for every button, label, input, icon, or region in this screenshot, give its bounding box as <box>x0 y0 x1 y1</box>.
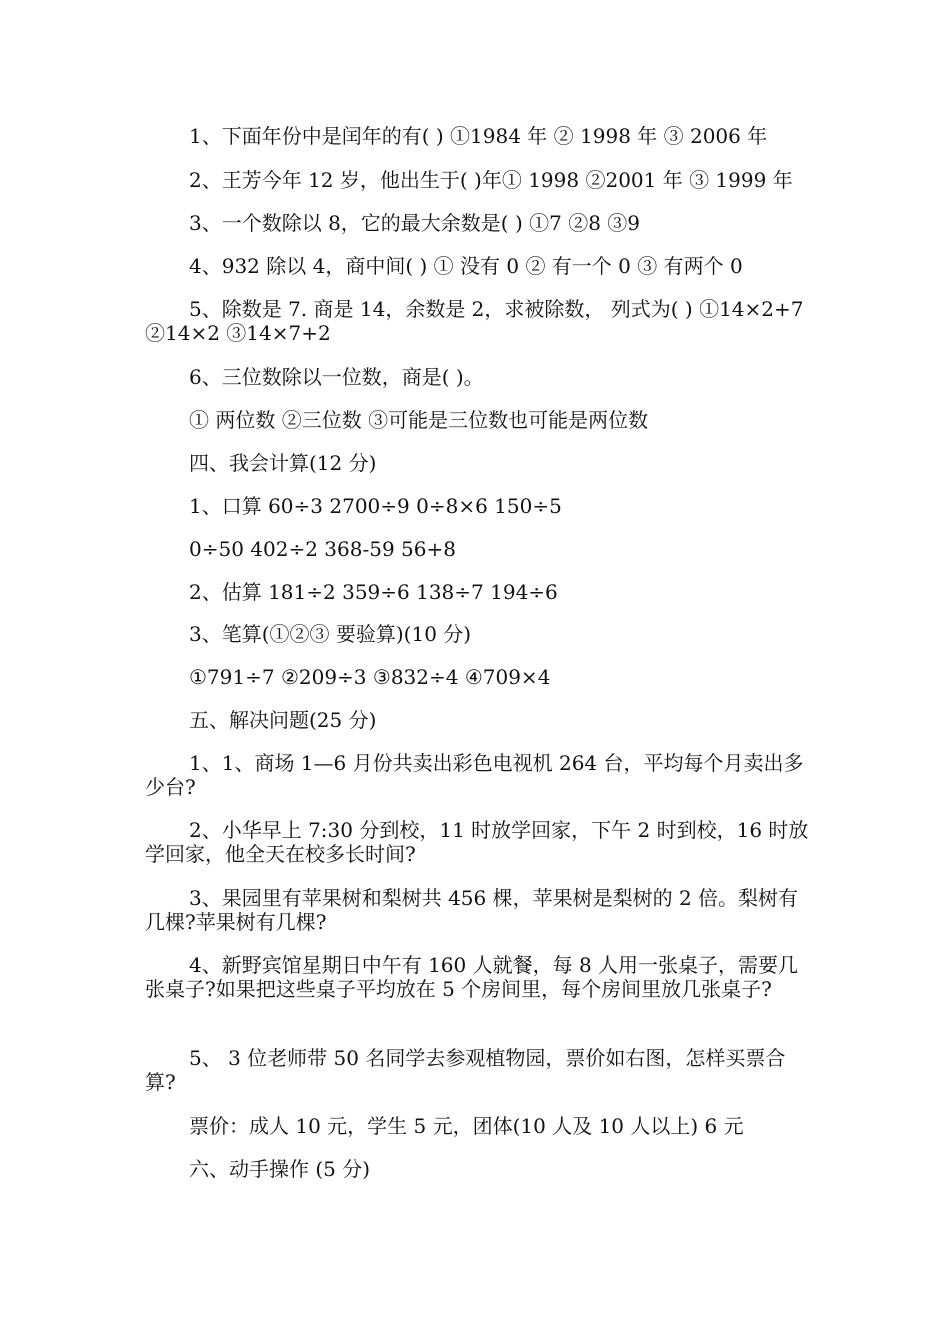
oral-calculation-line-2: 0÷50 402÷2 368-59 56+8 <box>189 537 456 561</box>
problem-orchard-trees: 3、果园里有苹果树和梨树共 456 棵，苹果树是梨树的 2 倍。梨树有几棵?苹果树有几棵? <box>145 886 799 934</box>
written-calculation-items: ①791÷7 ②209÷3 ③832÷4 ④709×4 <box>189 665 551 689</box>
problem-hotel-tables: 4、新野宾馆星期日中午有 160 人就餐，每 8 人用一张桌子，需要几张桌子?如果把这些桌子平均放在 5 个房间里，每个房间里放几张桌子? <box>145 953 799 1001</box>
section-heading-problems: 五、解决问题(25 分) <box>189 708 377 732</box>
ticket-prices: 票价：成人 10 元，学生 5 元，团体(10 人及 10 人以上) 6 元 <box>189 1114 744 1138</box>
section-heading-hands-on: 六、动手操作 (5 分) <box>189 1157 371 1181</box>
question-quotient-zero: 4、932 除以 4，商中间( ) ① 没有 0 ② 有一个 0 ③ 有两个 0 <box>189 254 743 278</box>
written-calculation-heading: 3、笔算(①②③ 要验算)(10 分) <box>189 622 472 646</box>
oral-calculation-line-1: 1、口算 60÷3 2700÷9 0÷8×6 150÷5 <box>189 494 562 518</box>
question-max-remainder: 3、一个数除以 8，它的最大余数是( ) ①7 ②8 ③9 <box>189 211 641 235</box>
question-leap-year: 1、下面年份中是闰年的有( ) ①1984 年 ② 1998 年 ③ 2006 年 <box>189 124 768 148</box>
problem-tickets: 5、 3 位老师带 50 名同学去参观植物园，票价如右图，怎样买票合算? <box>145 1046 786 1094</box>
problem-school-time: 2、小华早上 7:30 分到校，11 时放学回家，下午 2 时到校，16 时放学回家，他全天在校多长时间? <box>145 818 809 866</box>
question-dividend-formula: 5、除数是 7. 商是 14，余数是 2，求被除数， 列式为( ) ①14×2+7 ②14×2 ③14×7+2 <box>145 297 804 345</box>
section-heading-calculation: 四、我会计算(12 分) <box>189 451 377 475</box>
question-quotient-digits: 6、三位数除以一位数，商是( )。 <box>189 365 484 389</box>
question-birth-year: 2、王芳今年 12 岁，他出生于( )年① 1998 ②2001 年 ③ 1999 年 <box>189 168 793 192</box>
question-quotient-options: ① 两位数 ②三位数 ③可能是三位数也可能是两位数 <box>189 408 649 432</box>
problem-tv-sales: 1、1、商场 1—6 月份共卖出彩色电视机 264 台，平均每个月卖出多少台? <box>145 751 804 799</box>
estimation-line: 2、估算 181÷2 359÷6 138÷7 194÷6 <box>189 580 558 604</box>
